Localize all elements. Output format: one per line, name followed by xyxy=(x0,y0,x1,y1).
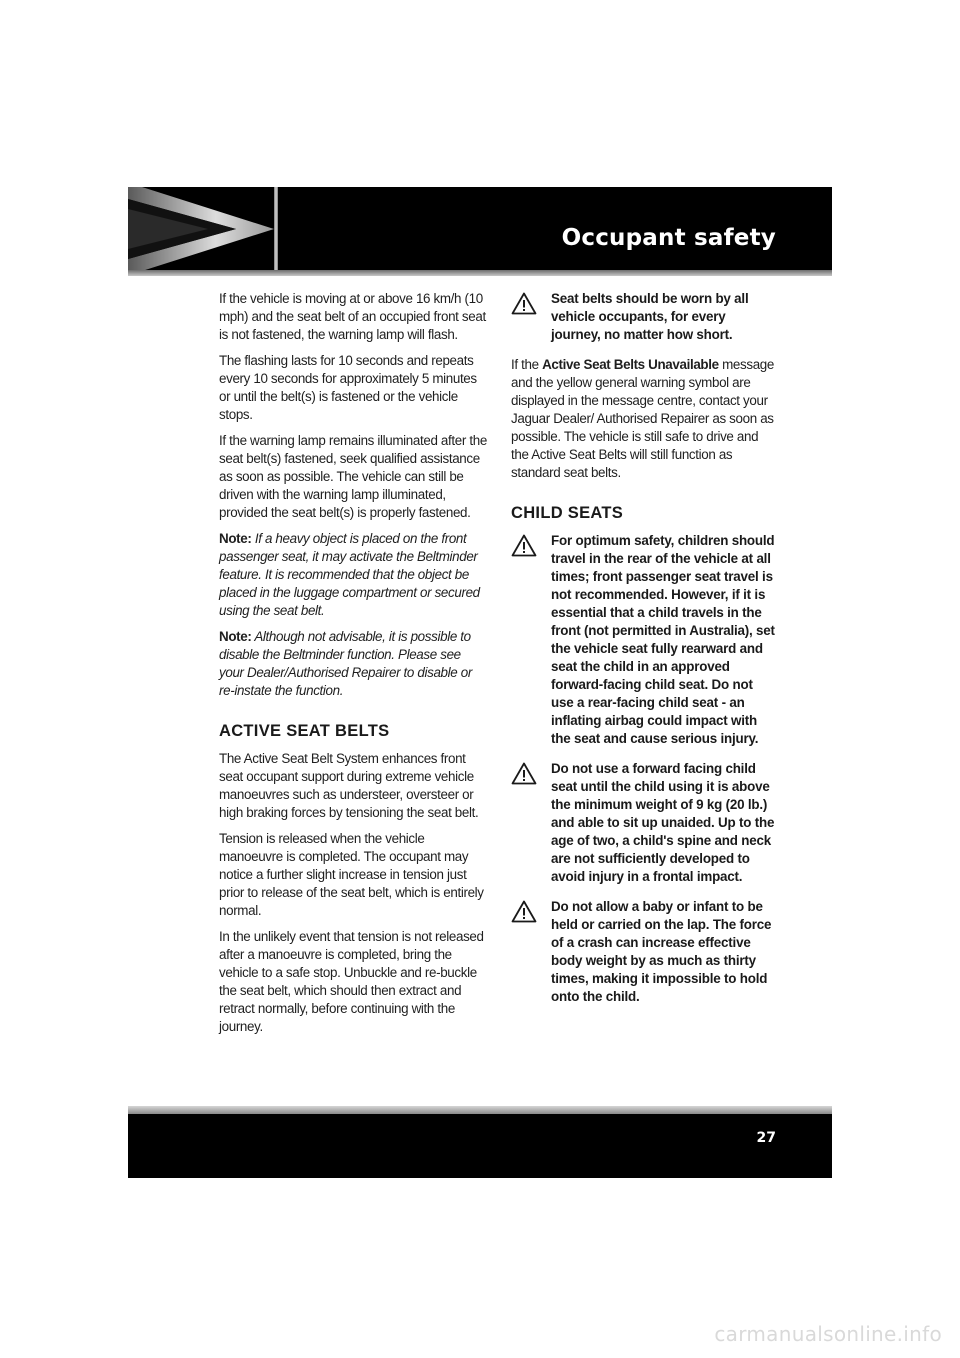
header-underline xyxy=(128,270,832,276)
page-number: 27 xyxy=(756,1130,776,1146)
unavailable-message-name: Active Seat Belts Unavailable xyxy=(542,357,719,372)
paragraph-beltminder-flashing: The flashing lasts for 10 seconds and repeats every 10 seconds for approximately 5 minutes or until the belt(s) is fastened or the vehicle stops. xyxy=(219,353,477,422)
chevron-arrow-icon xyxy=(128,187,274,271)
page-title: Occupant safety xyxy=(561,225,776,251)
note-text: If a heavy object is placed on the front passenger seat, it may activate the Beltminder feature. It is recommended that the object be placed in the luggage compartment or secured using the seat belt. xyxy=(219,531,480,618)
heading-child-seats: CHILD SEATS xyxy=(511,504,624,522)
page-header-band xyxy=(128,187,832,271)
note-text: Although not advisable, it is possible to disable the Beltminder function. Please see your Dealer/Authorised Repairer to disable or re-instate the function. xyxy=(219,629,472,698)
page-footer-band xyxy=(128,1112,832,1178)
watermark: carmanualsonline.info xyxy=(714,1322,942,1346)
warning-child-forward-facing xyxy=(511,760,776,886)
left-column xyxy=(219,290,487,1044)
unavailable-prefix: If the xyxy=(511,357,539,372)
paragraph-active-system: The Active Seat Belt System enhances front seat occupant support during extreme vehicle manoeuvres such as understeer, oversteer or high braking forces by tensioning the seat belt. xyxy=(219,751,479,820)
warning-triangle-icon xyxy=(511,534,537,557)
footer-stripe xyxy=(128,1106,832,1114)
heading-active-seat-belts: ACTIVE SEAT BELTS xyxy=(219,722,390,740)
warning-text: Do not allow a baby or infant to be held or carried on the lap. The force of a crash can increase effective body weight by as much as thirty times, making it impossible to hold onto the child. xyxy=(551,899,772,1004)
paragraph-beltminder-moving: If the vehicle is moving at or above 16 km/h (10 mph) and the seat belt of an occupied front seat is not fastened, the warning lamp will flash. xyxy=(219,291,486,342)
paragraph-beltminder-lamp: If the warning lamp remains illuminated after the seat belt(s) fastened, seek qualified assistance as soon as possible. The vehicle can still be driven with the warning lamp illuminated, provided the seat belt(s) is properly fastened. xyxy=(219,433,487,520)
warning-seat-belts xyxy=(511,290,776,344)
note-label: Note: xyxy=(219,629,252,644)
warning-triangle-icon xyxy=(511,292,537,315)
warning-triangle-icon xyxy=(511,762,537,785)
unavailable-rest: message and the yellow general warning symbol are displayed in the message centre, contact your Jaguar Dealer/ Authorised Repairer as soon as possible. The vehicle is still safe to drive and the Active Seat Belts will still function as standard seat belts. xyxy=(511,357,774,480)
right-column xyxy=(511,290,776,1018)
note-heavy-object xyxy=(219,530,487,620)
note-disable-beltminder xyxy=(219,628,487,700)
warning-triangle-icon xyxy=(511,900,537,923)
header-divider xyxy=(274,187,278,271)
warning-text: Do not use a forward facing child seat until the child using it is above the minimum weight of 9 kg (20 lb.) and able to sit up unaided. Up to the age of two, a child's spine and neck are not sufficiently developed to avoid injury in a frontal impact. xyxy=(551,761,775,884)
paragraph-active-tension: Tension is released when the vehicle manoeuvre is completed. The occupant may notice a further slight increase in tension just prior to release of the seat belt, which is entirely normal. xyxy=(219,831,484,918)
note-label: Note: xyxy=(219,531,252,546)
paragraph-active-unlikely: In the unlikely event that tension is not released after a manoeuvre is completed, bring the vehicle to a safe stop. Unbuckle and re-buckle the seat belt, which should then extract and retract normally, before continuing with the journey. xyxy=(219,929,484,1034)
warning-text: Seat belts should be worn by all vehicle occupants, for every journey, no matter how short. xyxy=(551,291,749,342)
warning-child-rear xyxy=(511,532,776,748)
warning-child-lap xyxy=(511,898,776,1006)
paragraph-active-unavailable xyxy=(511,356,776,482)
warning-text: For optimum safety, children should travel in the rear of the vehicle at all times; front passenger seat travel is not recommended. However, if it is essential that a child travels in the front (not permitted in Australia), set the vehicle seat fully rearward and seat the child in an approved forward-facing child seat. Do not use a rear-facing child seat - an inflating airbag could impact with the seat and cause serious injury. xyxy=(551,533,775,746)
